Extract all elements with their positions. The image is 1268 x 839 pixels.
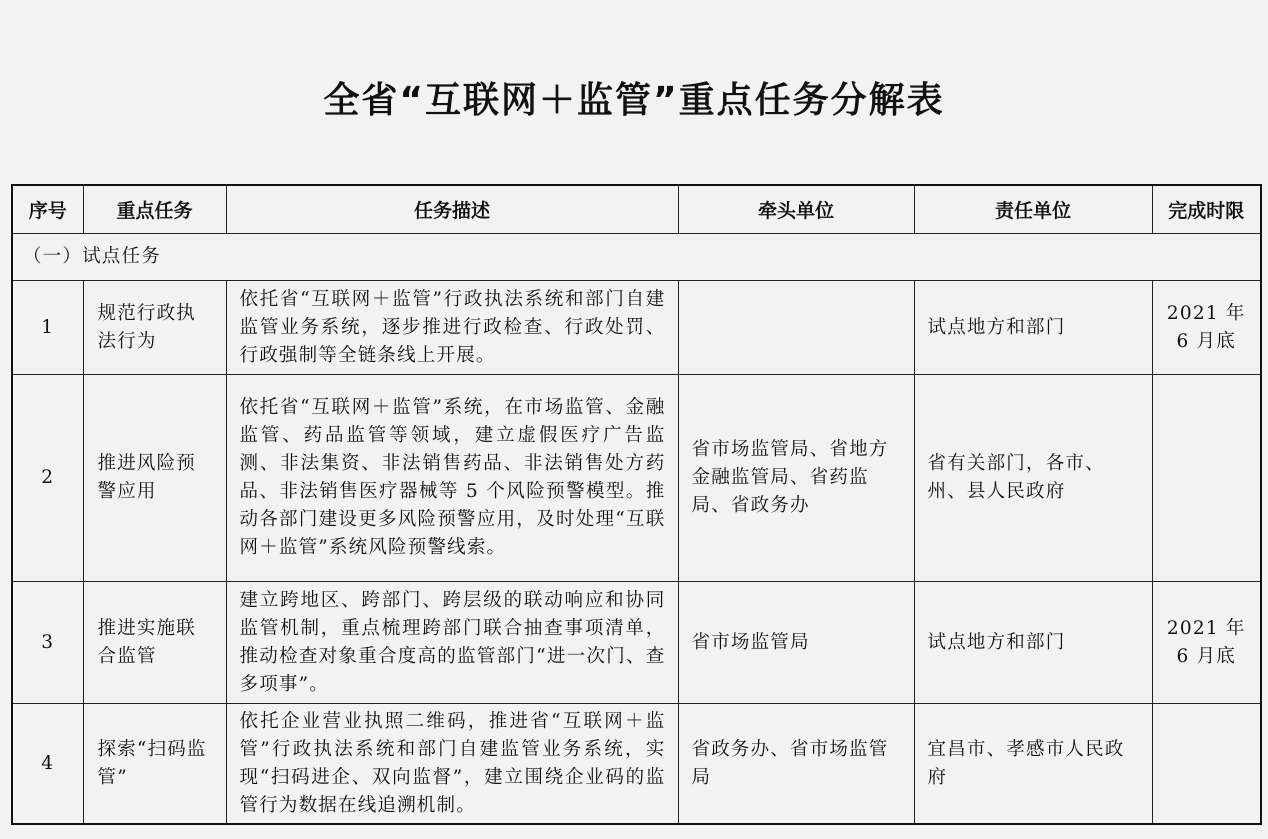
cell-deadline <box>1152 582 1261 704</box>
cell-lead <box>678 281 914 375</box>
cell-task: 规范行政执法行为 <box>83 281 226 375</box>
cell-responsible: 试点地方和部门 <box>914 281 1152 375</box>
task-breakdown-table <box>11 184 1262 825</box>
table-row <box>12 582 1261 704</box>
deadline-year: 2021 年 <box>1166 617 1246 639</box>
cell-task: 探索“扫码监管” <box>83 704 226 825</box>
cell-description: 依托省“互联网＋监管”系统，在市场监管、金融监管、药品监管等领域，建立虚假医疗广告监测、非法集资、非法销售药品、非法销售处方药品、非法销售医疗器械等 5 个风险预警模型。推动各部门建设更多风险预警应用，及时处理“互联网＋监管”系统风险预警线索。 <box>226 375 678 582</box>
cell-deadline <box>1152 281 1261 375</box>
header-description: 任务描述 <box>226 185 678 234</box>
table-header-row <box>12 185 1261 234</box>
deadline-year: 2021 年 <box>1166 302 1246 324</box>
header-task: 重点任务 <box>83 185 226 234</box>
cell-description: 建立跨地区、跨部门、跨层级的联动响应和协同监管机制，重点梳理跨部门联合抽查事项清单，推动检查对象重合度高的监管部门“进一次门、查多项事”。 <box>226 582 678 704</box>
table-row <box>12 281 1261 375</box>
header-no: 序号 <box>12 185 83 234</box>
cell-no: 1 <box>12 281 83 375</box>
header-responsible: 责任单位 <box>914 185 1152 234</box>
header-deadline: 完成时限 <box>1152 185 1261 234</box>
cell-task: 推进风险预警应用 <box>83 375 226 582</box>
section-row <box>12 234 1261 281</box>
cell-no: 4 <box>12 704 83 825</box>
cell-no: 3 <box>12 582 83 704</box>
cell-description: 依托企业营业执照二维码，推进省“互联网＋监管”行政执法系统和部门自建监管业务系统，实现“扫码进企、双向监督”，建立围绕企业码的监管行为数据在线追溯机制。 <box>226 704 678 825</box>
section-title: （一）试点任务 <box>12 234 1261 281</box>
cell-no: 2 <box>12 375 83 582</box>
cell-description: 依托省“互联网＋监管”行政执法系统和部门自建监管业务系统，逐步推进行政检查、行政处罚、行政强制等全链条线上开展。 <box>226 281 678 375</box>
cell-lead: 省市场监管局、省地方金融监管局、省药监局、省政务办 <box>678 375 914 582</box>
cell-task: 推进实施联合监管 <box>83 582 226 704</box>
cell-responsible: 宜昌市、孝感市人民政府 <box>914 704 1152 825</box>
cell-deadline <box>1152 704 1261 825</box>
cell-lead: 省政务办、省市场监管局 <box>678 704 914 825</box>
table-row <box>12 704 1261 825</box>
deadline-month: 6 月底 <box>1176 330 1236 352</box>
deadline-month: 6 月底 <box>1176 645 1236 667</box>
header-lead: 牵头单位 <box>678 185 914 234</box>
page-title: 全省“互联网＋监管”重点任务分解表 <box>323 80 945 121</box>
cell-responsible: 省有关部门，各市、州、县人民政府 <box>914 375 1152 582</box>
cell-lead: 省市场监管局 <box>678 582 914 704</box>
cell-responsible: 试点地方和部门 <box>914 582 1152 704</box>
cell-deadline <box>1152 375 1261 582</box>
table-row <box>12 375 1261 582</box>
